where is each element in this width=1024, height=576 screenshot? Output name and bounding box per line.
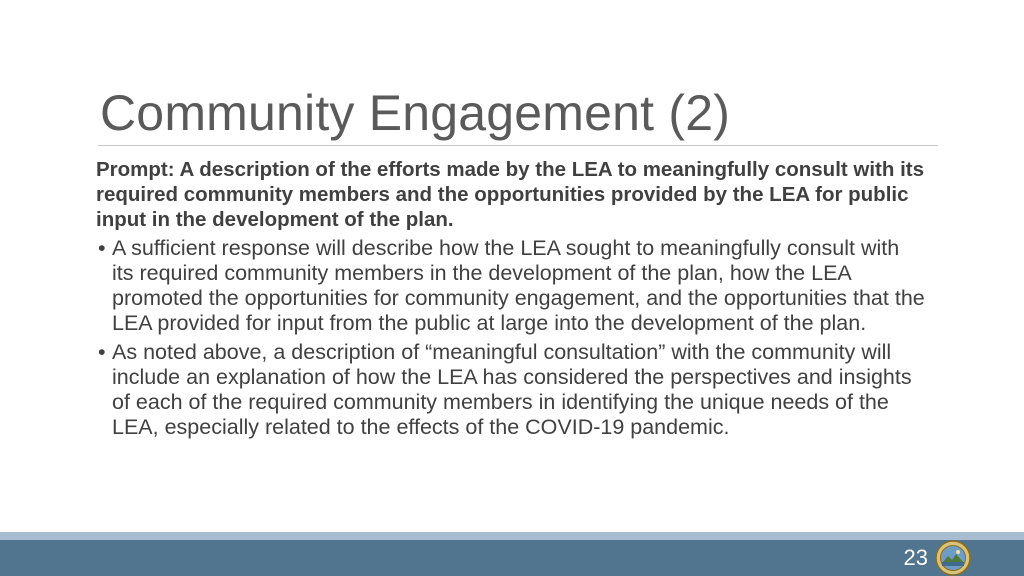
bullet-text: A sufficient response will describe how the LEA sought to meaningfully consult with its required community members in the development of the plan, how the LEA promoted the opportunities for community engagement, and the opportunities that the LEA provided for input from the public at large into the development of the plan. [112, 236, 925, 335]
title-divider [98, 145, 938, 146]
bullet-text: As noted above, a description of “meaningful consultation” with the community will include an explanation of how the LEA has considered the perspectives and insights of each of the required community members in identifying the unique needs of the LEA, especially related to the effects of the COVID-19 pandemic. [112, 340, 912, 439]
bullet-item [96, 236, 926, 336]
slide-title: Community Engagement (2) [100, 85, 731, 141]
bullet-marker: • [98, 236, 106, 260]
bullet-item [96, 340, 926, 440]
prompt-text: Prompt: A description of the efforts made by the LEA to meaningfully consult with its required community members and the opportunities provided by the LEA for public input in the development of the plan. [96, 158, 925, 231]
footer-band [0, 540, 1024, 576]
bullet-marker: • [98, 340, 106, 364]
state-seal-icon [935, 540, 971, 576]
footer-accent-band [0, 532, 1024, 540]
page-number: 23 [903, 545, 928, 570]
slide-content [96, 157, 926, 444]
